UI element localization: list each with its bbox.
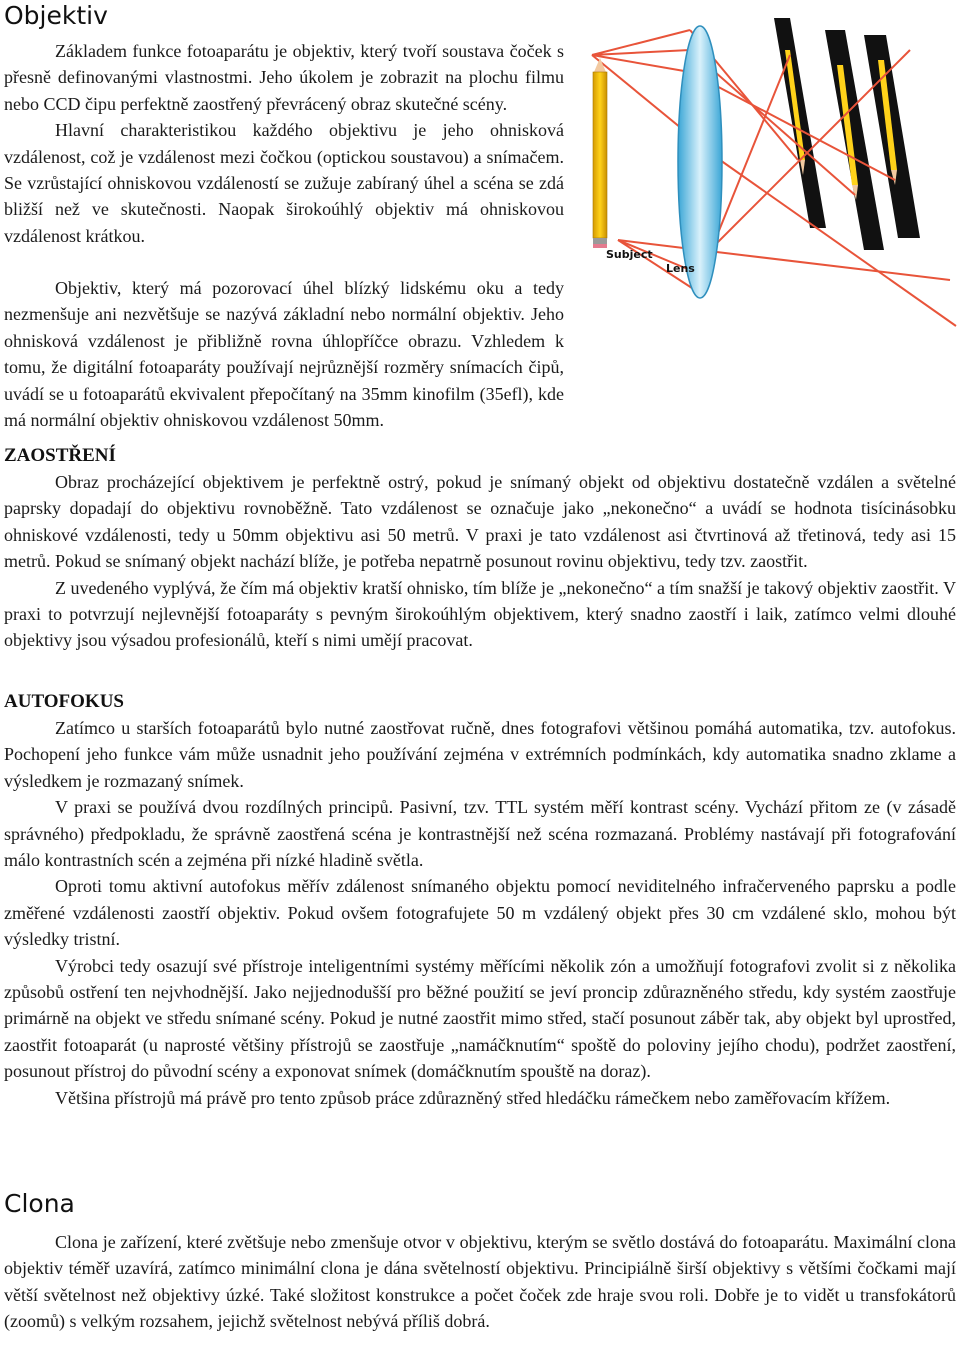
heading-autofokus: AUTOFOKUS [4, 691, 125, 712]
paragraph: Clona je zařízení, které zvětšuje nebo zmenšuje otvor v objektivu, kterým se světlo dostává do fotoaparátu. Maximální clona objektiv téměř uzavírá, zatímco minimální clona je dána světelností objektivu. Principiálně širší objektivy s většími čočkami mají větší světelnost než objektivy úzké. Také složitost konstrukce a počet čoček zde hraje svou roli. Dobře je to vidět u transfokátorů (zoomů) s velkým rozsahem, jejichž světelnost nebývá příliš dobrá. [4, 1232, 956, 1332]
clona-text [4, 1229, 956, 1335]
paragraph: Zatímco u starších fotoaparátů bylo nutné zaostřovat ručně, dnes fotografovi většinou pomáhá automatika, tzv. autofokus. Pochopení jeho funkce vám může usnadnit jeho používání zejména v extrémních podmínkách, kdy automatika snadno zklame a výsledkem je rozmazaný snímek. [4, 718, 956, 791]
objektiv-text-narrow [4, 38, 564, 249]
heading-clona: Clona [4, 1189, 75, 1218]
autofokus-text [4, 715, 956, 1111]
heading-zaostreni: ZAOSTŘENÍ [4, 445, 116, 466]
subject-pencil [593, 58, 607, 248]
objektiv-text-wide [4, 275, 956, 433]
paragraph: Většina přístrojů má právě pro tento způsob práce zdůrazněný střed hledáčku rámečkem nebo zaměřovacím křížem. [55, 1087, 891, 1108]
subject-label: Subject [606, 248, 653, 261]
zaostreni-text [4, 469, 956, 654]
paragraph: Základem funkce fotoaparátu je objektiv, který tvoří soustava čoček s přesně definovanými vlastnostmi. Jeho úkolem je zobrazit na plochu filmu nebo CCD čipu perfektně zaostřený převrácený obraz skutečné scény. [4, 41, 564, 114]
paragraph: Hlavní charakteristikou každého objektivu je jeho ohnisková vzdálenost, což je vzdálenost mezi čočkou (optickou soustavou) a snímačem. Se vzrůstající ohniskovou vzdáleností se zužuje zabíraný úhel a scéna se zdá bližší než ve skutečnosti. Naopak širokoúhlý objektiv má ohniskovou vzdálenost krátkou. [4, 120, 564, 246]
paragraph: Obraz procházející objektivem je perfektně ostrý, pokud je snímaný objekt od objektivu dostatečně vzdálen a světelné paprsky dopadají do objektivu rovnoběžně. Tato vzdálenost se označuje jako „nekonečno“ a uvádí se hodnota tisícinásobku ohniskové vzdálenosti, tedy u 50mm objektivu asi 50 metrů. V praxi je tato vzdálenost asi čtvrtinová až třetinová, tedy asi 15 metrů. Pokud se snímaný objekt nachází blíže, je potřeba nepatrně posunout rovinu objektivu, tedy tzv. zaostřit. [4, 472, 956, 572]
paragraph: Výrobci tedy osazují své přístroje inteligentními systémy měřícími několik zón a umožňují fotografovi zvolit si z několika způsobů ostření ten nejvhodnější. Jako nejjednodušší pro běžné použití se jeví proncip zdůrazněného středu, kdy systém zaostřuje primárně na objekt ve středu snímané scény. Pokud je nutné zaostřit mimo střed, stačí posunout záběr tak, aby objekt byl uprostřed, zaostřit fotoaparát (u naprosté většiny přístrojů se zaostřuje „namáčknutím“ spoště do poloviny jejího chodu), podržet zaostření, posunout přístroj do původní scény a exponovat snímek (domáčknutím spouště na doraz). [4, 955, 956, 1082]
lens-label: Lens [666, 262, 695, 275]
paragraph: Objektiv, který má pozorovací úhel blízký lidskému oku a tedy nezmenšuje ani nezvětšuje se nazývá základní nebo normální objektiv. Jeho ohnisková vzdálenost je přibližně rovna úhlopříčce obrazu. Vzhledem k tomu, že digitální fotoaparáty používají nejrůznější rozměry snímacích čipů, uvádí se u fotoaparátů ekvivalent přepočítaný na 35mm kinofilm (35efl), kde má normální objektiv ohniskovou vzdálenost 50mm. [4, 278, 564, 431]
lens-shape [678, 26, 722, 298]
heading-objektiv: Objektiv [4, 1, 108, 30]
paragraph: V praxi se používá dvou rozdílných principů. Pasivní, tzv. TTL systém měří kontrast scény. Vychází přitom ze (v zásadě správného) předpokladu, že správně zaostřená scéna je kontrastnější než scéna rozmazaná. Problémy nastávají při fotografování málo kontrastních scén a zejména při nízké hladině světla. [4, 797, 956, 871]
paragraph: Oproti tomu aktivní autofokus měřív zdálenost snímaného objektu pomocí neviditelného infračerveného paprsku a podle změřené vzdálenosti zaostří objektiv. Pokud ovšem fotografujete 50 m vzdálený objekt přes 30 cm vzdálené sklo, mohou být výsledky tristní. [4, 876, 956, 950]
film-plane-1 [774, 18, 826, 228]
paragraph: Z uvedeného vyplývá, že čím má objektiv kratší ohnisko, tím blíže je „nekonečno“ a tím snažší je takový objektiv zaostřit. V praxi to potvrzují nejlevnější fotoaparáty s pevným širokoúhlým objektivem, který snadno zaostří i laik, zatímco velmi dlouhé objektivy jsou výsadou profesionálů, kteří s nimi umějí pracovat. [4, 577, 956, 651]
